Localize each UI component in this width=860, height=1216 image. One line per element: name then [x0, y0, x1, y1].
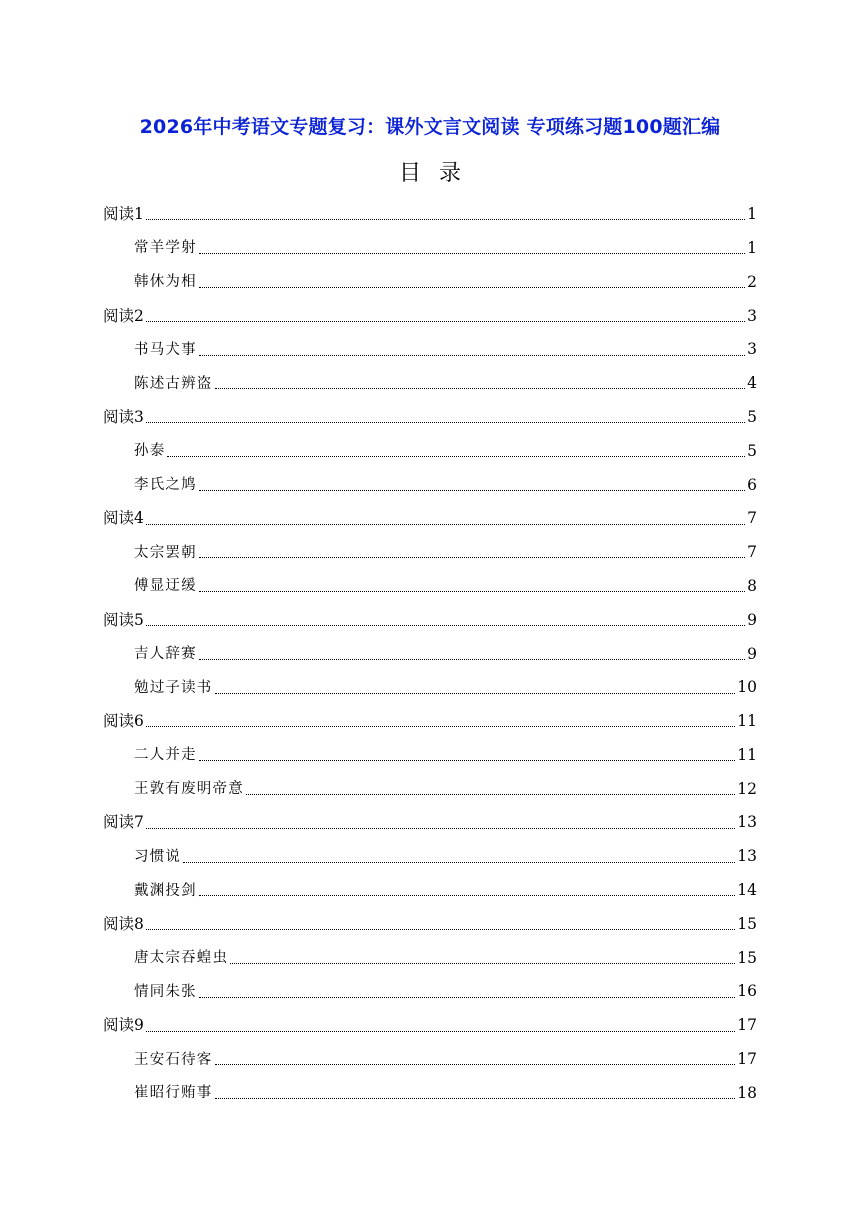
toc-section-entry[interactable]: [103, 502, 757, 536]
toc-dot-leader: [199, 591, 745, 592]
toc-page-number: 7: [747, 509, 757, 528]
toc-section-entry[interactable]: [103, 604, 757, 638]
toc-section-entry[interactable]: [103, 299, 757, 333]
toc-section-entry[interactable]: [103, 198, 757, 232]
toc-article-entry[interactable]: [103, 367, 757, 401]
toc-dot-leader: [146, 1031, 735, 1032]
toc-entry-label: 王敦有废明帝意: [134, 781, 244, 798]
toc-entry-label: 崔昭行贿事: [134, 1085, 213, 1102]
toc-entry-label: 陈述古辨盗: [134, 375, 213, 392]
toc-entry-label: 韩休为相: [134, 274, 197, 291]
toc-page-number: 10: [737, 678, 757, 697]
toc-page-number: 12: [737, 779, 757, 798]
toc-page-number: 1: [747, 205, 757, 224]
toc-dot-leader: [167, 456, 745, 457]
toc-section-entry[interactable]: [103, 908, 757, 942]
toc-article-entry[interactable]: [103, 671, 757, 705]
toc-page-number: 1: [747, 238, 757, 257]
toc-dot-leader: [230, 963, 735, 964]
toc-entry-label: 傅显迂缓: [134, 578, 197, 595]
toc-dot-leader: [199, 659, 745, 660]
toc-page-number: 5: [747, 407, 757, 426]
toc-dot-leader: [199, 760, 735, 761]
toc-page-number: 16: [737, 982, 757, 1001]
toc-entry-label: 太宗罢朝: [134, 544, 197, 561]
toc-dot-leader: [146, 625, 745, 626]
toc-entry-label: 阅读3: [103, 407, 144, 426]
toc-dot-leader: [146, 524, 745, 525]
toc-article-entry[interactable]: [103, 840, 757, 874]
toc-entry-label: 书马犬事: [134, 341, 197, 358]
toc-dot-leader: [199, 355, 745, 356]
toc-entry-label: 习惯说: [134, 848, 182, 865]
toc-page-number: 7: [747, 543, 757, 562]
toc-article-entry[interactable]: [103, 1077, 757, 1111]
toc-entry-label: 王安石待客: [134, 1051, 213, 1068]
toc-dot-leader: [183, 862, 735, 863]
toc-article-entry[interactable]: [103, 266, 757, 300]
toc-entry-label: 阅读9: [103, 1016, 144, 1035]
toc-dot-leader: [199, 253, 745, 254]
toc-article-entry[interactable]: [103, 773, 757, 807]
toc-dot-leader: [215, 1098, 736, 1099]
toc-entry-label: 唐太宗吞蝗虫: [134, 950, 229, 967]
toc-article-entry[interactable]: [103, 435, 757, 469]
toc-page-number: 17: [737, 1050, 757, 1069]
toc-entry-label: 阅读7: [103, 813, 144, 832]
toc-entry-label: 常羊学射: [134, 240, 197, 257]
toc-section-entry[interactable]: [103, 401, 757, 435]
toc-entry-label: 二人并走: [134, 747, 197, 764]
toc-page-number: 14: [737, 881, 757, 900]
toc-entry-label: 阅读4: [103, 509, 144, 528]
toc-entry-label: 阅读1: [103, 205, 144, 224]
toc-entry-label: 阅读6: [103, 712, 144, 731]
toc-section-entry[interactable]: [103, 1009, 757, 1043]
toc-entry-label: 李氏之鸠: [134, 477, 197, 494]
toc-article-entry[interactable]: [103, 570, 757, 604]
toc-entry-label: 戴渊投剑: [134, 882, 197, 899]
toc-dot-leader: [199, 287, 745, 288]
document-title: 2026年中考语文专题复习：课外文言文阅读 专项练习题100题汇编: [139, 116, 721, 138]
toc-page-number: 6: [747, 475, 757, 494]
toc-dot-leader: [215, 693, 736, 694]
toc-entry-label: 吉人辞赛: [134, 646, 197, 662]
toc-page-number: 11: [737, 712, 757, 731]
toc-entry-label: 勉过子读书: [134, 679, 213, 696]
toc-page-number: 3: [747, 340, 757, 359]
toc-page-number: 2: [747, 272, 757, 291]
toc-article-entry[interactable]: [103, 232, 757, 266]
toc-page-number: 15: [737, 914, 757, 933]
toc-dot-leader: [146, 321, 745, 322]
toc-entry-label: 阅读5: [103, 610, 144, 629]
toc-entry-label: 阅读2: [103, 306, 144, 325]
toc-dot-leader: [146, 828, 735, 829]
toc-page-number: 9: [747, 644, 757, 663]
toc-page-number: 18: [737, 1083, 757, 1102]
toc-page-number: 13: [737, 813, 757, 832]
toc-dot-leader: [146, 219, 745, 220]
toc-page-number: 9: [747, 610, 757, 629]
toc-section-entry[interactable]: [103, 806, 757, 840]
toc-article-entry[interactable]: [103, 536, 757, 570]
toc-entry-label: 阅读8: [103, 914, 144, 933]
toc-article-entry[interactable]: [103, 468, 757, 502]
toc-dot-leader: [146, 726, 735, 727]
toc-page-number: 17: [737, 1016, 757, 1035]
toc-page-number: 13: [737, 847, 757, 866]
toc-section-entry[interactable]: [103, 705, 757, 739]
toc-page-number: 8: [747, 576, 757, 595]
toc-entry-label: 情同朱张: [134, 983, 197, 1000]
toc-article-entry[interactable]: [103, 874, 757, 908]
toc-article-entry[interactable]: [103, 975, 757, 1009]
toc-dot-leader: [146, 422, 745, 423]
toc-page-number: 4: [747, 374, 757, 393]
toc-dot-leader: [146, 929, 735, 930]
toc-article-entry[interactable]: [103, 1043, 757, 1077]
toc-heading: 目录: [398, 161, 479, 186]
toc-article-entry[interactable]: [103, 637, 757, 671]
toc-page-number: 3: [747, 306, 757, 325]
toc-article-entry[interactable]: [103, 942, 757, 976]
toc-article-entry[interactable]: [103, 739, 757, 773]
toc-page-number: 11: [737, 745, 757, 764]
toc-dot-leader: [199, 557, 745, 558]
toc-dot-leader: [199, 895, 735, 896]
toc-dot-leader: [199, 490, 745, 491]
toc-entry-label: 孙泰: [134, 443, 166, 460]
toc-article-entry[interactable]: [103, 333, 757, 367]
table-of-contents: [103, 198, 757, 1111]
toc-dot-leader: [215, 388, 746, 389]
toc-dot-leader: [215, 1064, 736, 1065]
toc-page-number: 15: [737, 948, 757, 967]
toc-dot-leader: [246, 794, 735, 795]
toc-dot-leader: [199, 997, 735, 998]
toc-page-number: 5: [747, 441, 757, 460]
